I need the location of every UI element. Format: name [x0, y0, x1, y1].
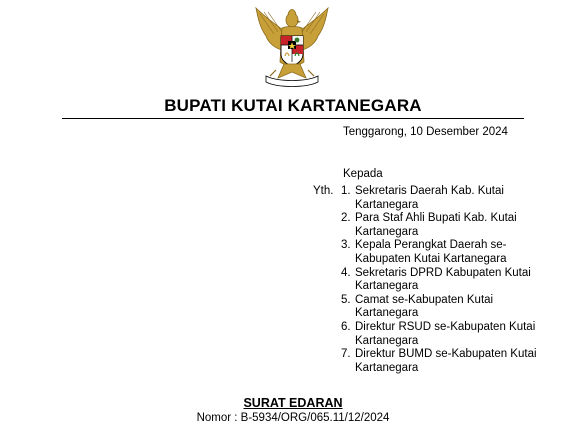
- garuda-emblem-icon: [248, 4, 336, 88]
- list-item: [341, 294, 541, 321]
- list-item: [341, 239, 541, 266]
- recipient-number: 2.: [341, 212, 351, 225]
- list-item: [341, 348, 541, 375]
- letterhead-title: BUPATI KUTAI KARTANEGARA: [164, 96, 422, 115]
- recipient-name: Direktur RSUD se-Kabupaten Kutai Kartanegara: [355, 320, 536, 347]
- recipient-name: Sekretaris Daerah Kab. Kutai Kartanegara: [355, 185, 504, 211]
- recipient-name: Sekretaris DPRD Kabupaten Kutai Kartanegara: [355, 266, 531, 293]
- recipient-number: 4.: [341, 266, 351, 279]
- list-item: [341, 212, 541, 239]
- recipient-list: [341, 185, 541, 375]
- circular-number: Nomor : B-5934/ORG/065.11/12/2024: [196, 412, 390, 424]
- recipient-number: 3.: [341, 239, 351, 252]
- addressee-heading: Kepada: [343, 168, 383, 180]
- circular-title: SURAT EDARAN: [243, 396, 343, 410]
- recipient-number: 5.: [341, 293, 351, 306]
- recipient-number: 1.: [341, 185, 351, 197]
- yth-label: Yth.: [313, 185, 334, 197]
- list-item: [341, 267, 541, 294]
- recipient-name: Camat se-Kabupaten Kutai Kartanegara: [355, 293, 494, 320]
- letterhead-divider: [62, 118, 524, 119]
- list-item: [341, 321, 541, 348]
- recipient-name: Direktur BUMD se-Kabupaten Kutai Kartanegara: [355, 348, 537, 374]
- recipient-name: Para Staf Ahli Bupati Kab. Kutai Kartanegara: [355, 212, 517, 238]
- letter-date: Tenggarong, 10 Desember 2024: [343, 126, 508, 138]
- recipient-number: 7.: [341, 348, 351, 361]
- recipient-number: 6.: [341, 320, 351, 333]
- list-item: [341, 185, 541, 212]
- recipient-name: Kepala Perangkat Daerah se-Kabupaten Kutai Kartanegara: [355, 239, 507, 265]
